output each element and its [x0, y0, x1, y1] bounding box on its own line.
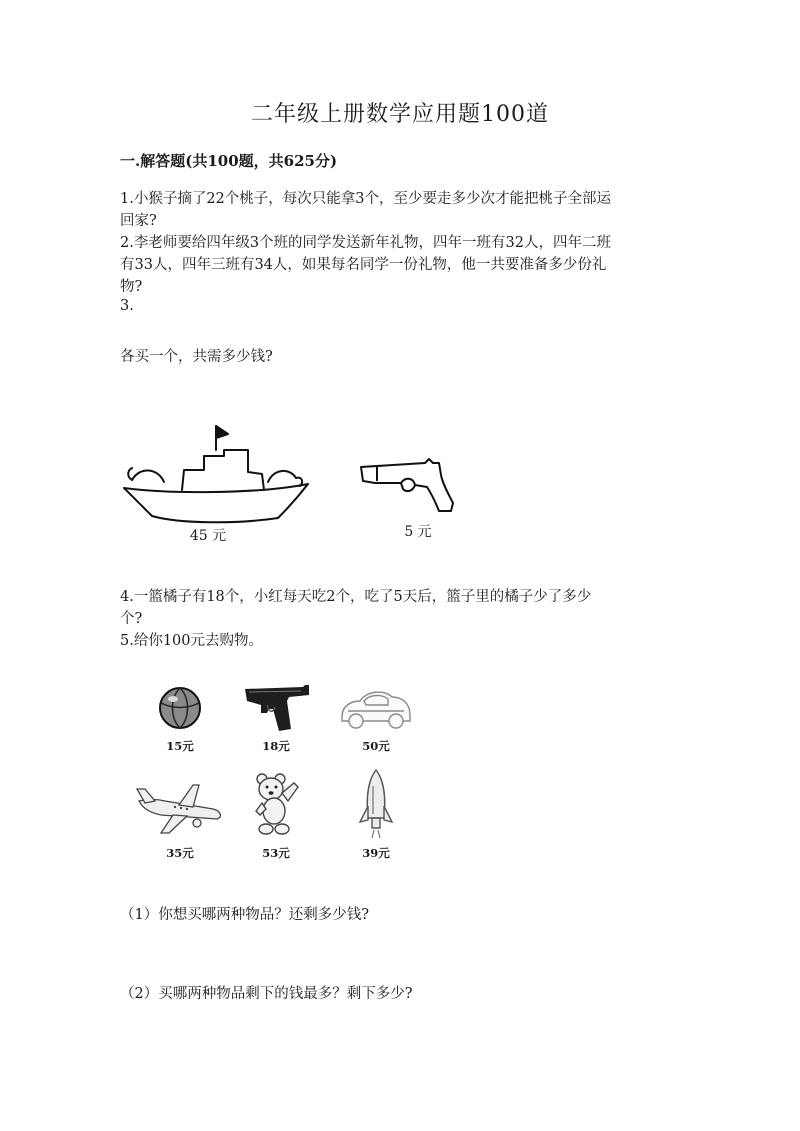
question-2-line-3: 物? — [120, 279, 143, 295]
question-1-line-2: 回家? — [120, 213, 157, 229]
ship-price: 45 元 — [189, 528, 227, 544]
rocket-icon — [356, 768, 396, 840]
question-2-line-1: 2.李老师要给四年级3个班的同学发送新年礼物，四年一班有32人，四年二班 — [120, 235, 612, 251]
car-price: 50元 — [362, 739, 390, 753]
toy-gun-price: 5 元 — [404, 524, 432, 540]
toy-gun-icon — [355, 455, 465, 525]
question-4 — [120, 586, 690, 630]
airplane-icon — [135, 783, 227, 839]
ball-price: 15元 — [166, 739, 194, 753]
teddy-bear-price: 53元 — [262, 846, 290, 860]
question-5-sub-1: （1）你想买哪两种物品？还剩多少钱? — [120, 907, 369, 923]
question-4-line-1: 4.一篮橘子有18个，小红每天吃2个，吃了5天后，篮子里的橘子少了多少 — [120, 589, 592, 605]
teddy-bear-icon — [250, 773, 302, 837]
airplane-price: 35元 — [166, 846, 194, 860]
question-5-intro: 5.给你100元去购物。 — [120, 633, 264, 649]
question-3-number: 3. — [120, 298, 134, 314]
question-2-line-2: 有33人，四年三班有34人，如果每名同学一份礼物，他一共要准备多少份礼 — [120, 257, 607, 273]
question-1 — [120, 188, 690, 232]
pistol-price: 18元 — [262, 739, 290, 753]
question-2 — [120, 232, 690, 298]
section-heading: 一.解答题(共100题，共625分) — [120, 152, 338, 170]
question-1-line-1: 1.小猴子摘了22个桃子，每次只能拿3个，至少要走多少次才能把桃子全部运 — [120, 191, 612, 207]
pistol-icon — [243, 683, 311, 733]
rocket-price: 39元 — [362, 846, 390, 860]
car-icon — [338, 683, 414, 733]
page-title: 二年级上册数学应用题100道 — [251, 102, 549, 127]
question-4-line-2: 个? — [120, 611, 143, 627]
ball-icon — [155, 683, 205, 733]
ship-icon — [118, 420, 318, 530]
question-5-sub-2: （2）买哪两种物品剩下的钱最多？剩下多少? — [120, 986, 413, 1002]
question-3-prompt: 各买一个，共需多少钱? — [120, 349, 273, 365]
